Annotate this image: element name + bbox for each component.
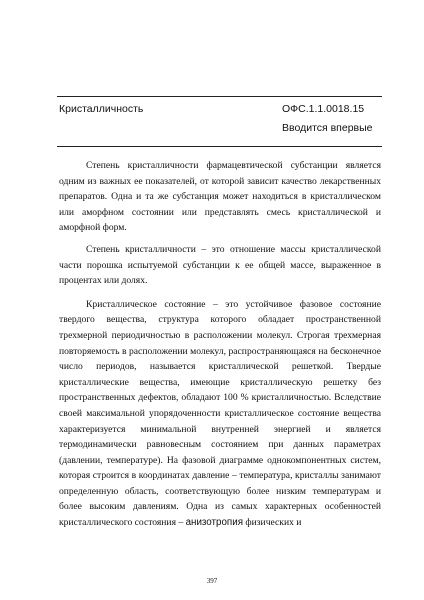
paragraph-crystalline-state (59, 297, 381, 531)
section-title: Кристалличность (59, 103, 144, 115)
document-code: ОФС.1.1.0018.15 (282, 103, 365, 115)
paragraph-text: Кристаллическое состояние – это устойчивое фазовое состояние твердого вещества, структура которого обладает пространственной трехмерной периодичностью в расположении молекул. Строгая трехмерная повторяемость в расположении молекул, распространяющаяся на бесконечное число периодов, называется кристаллической решеткой. Твердые кристаллические вещества, имеющие кристаллическую решетку без пространственных дефектов, обладают 100 % кристалличностью. Вследствие своей максимальной упорядоченности кристаллическое состояние вещества характеризуется минимальной внутренней энергией и является термодинамически равновесным состоянием при данных параметрах (давлении, температуре). На фазовой диаграмме однокомпонентных систем, которая строится в координатах давление – температура, кристаллы занимают определенную область, соответствующую более низким температурам и более высоким давлениям. Одна из самых характерных особенностей кристаллического состояния – (59, 298, 381, 529)
page-number: 397 (206, 577, 218, 585)
paragraph-crystallinity-importance: Степень кристалличности фармацевтической субстанции является одним из важных ее показателей, от которой зависит качество лекарственных препаратов. Одна и та же субстанция может находиться в кристаллическом или аморфном состоянии или представлять смесь кристаллической и аморфной форм. (59, 160, 381, 234)
header-top-rule (57, 96, 382, 97)
paragraph-crystallinity-definition: Степень кристалличности – это отношение массы кристаллической части порошка испытуемой субстанции к ее общей массе, выраженное в процентах или долях. (59, 243, 381, 287)
term-anisotropy: анизотропия (185, 517, 244, 529)
header-bottom-rule (57, 146, 382, 147)
document-body (59, 158, 381, 537)
introduction-note: Вводится впервые (282, 122, 373, 134)
paragraph-text-end: физических и (245, 517, 302, 529)
